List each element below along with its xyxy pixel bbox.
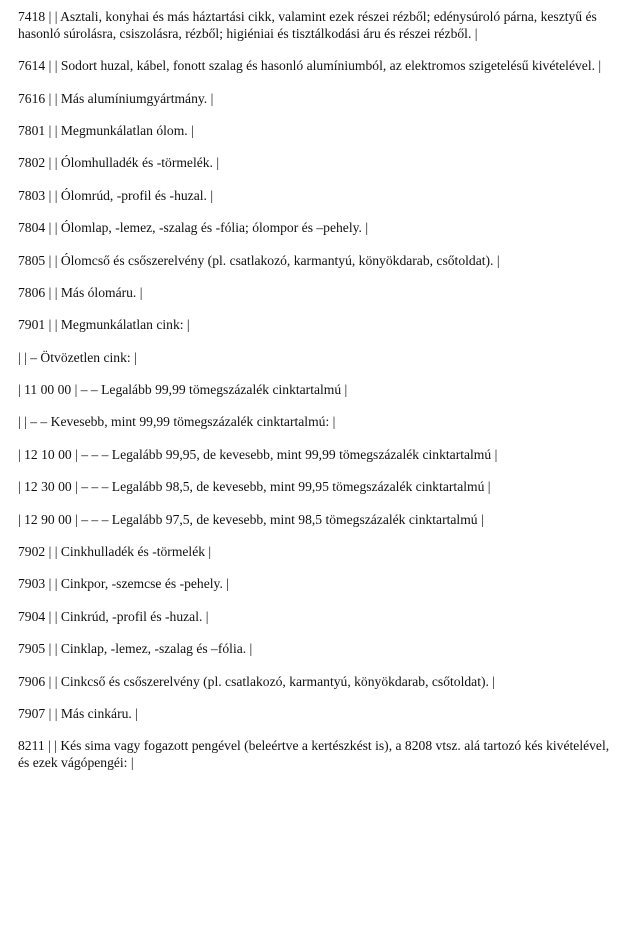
- entry-7901-121000: | 12 10 00 | – – – Legalább 99,95, de kevesebb, mint 99,99 tömegszázalék cinktartalmú |: [18, 446, 498, 462]
- entry-7802: 7802 | | Ólomhulladék és -törmelék. |: [18, 155, 220, 171]
- entry-7803: 7803 | | Ólomrúd, -profil és -huzal. |: [18, 187, 214, 203]
- entry-7901-less-than: | | – – Kevesebb, mint 99,99 tömegszázalék cinktartalmú: |: [18, 414, 336, 430]
- entry-7901-110000: | 11 00 00 | – – Legalább 99,99 tömegszázalék cinktartalmú |: [18, 382, 348, 398]
- entry-7901-129000: | 12 90 00 | – – – Legalább 97,5, de kevesebb, mint 98,5 tömegszázalék cinktartalmú |: [18, 511, 484, 527]
- entry-7806: 7806 | | Más ólomáru. |: [18, 284, 143, 300]
- entry-7902: 7902 | | Cinkhulladék és -törmelék |: [18, 544, 212, 560]
- entry-7906: 7906 | | Cinkcső és csőszerelvény (pl. csatlakozó, karmantyú, könyökdarab, csőtoldat). |: [18, 673, 496, 689]
- entry-7614: 7614 | | Sodort huzal, kábel, fonott szalag és hasonló alumíniumból, az elektromos szigetelésű kivételével. |: [18, 58, 602, 74]
- entry-8211: 8211 | | Kés sima vagy fogazott pengével (beleértve a kertészkést is), a 8208 vtsz. alá tartozó kés kivételével, és ezek vágópengéi: |: [18, 738, 610, 771]
- entry-7901-123000: | 12 30 00 | – – – Legalább 98,5, de kevesebb, mint 99,95 tömegszázalék cinktartalmú |: [18, 479, 491, 495]
- entry-7903: 7903 | | Cinkpor, -szemcse és -pehely. |: [18, 576, 229, 592]
- entry-7616: 7616 | | Más alumíniumgyártmány. |: [18, 90, 214, 106]
- entry-7901-unalloyed: | | – Ötvözetlen cink: |: [18, 349, 137, 365]
- entry-7804: 7804 | | Ólomlap, -lemez, -szalag és -fólia; ólompor és –pehely. |: [18, 220, 369, 236]
- entry-7418: 7418 | | Asztali, konyhai és más háztartási cikk, valamint ezek részei rézből; edénysúroló párna, kesztyű és hasonló súrolásra, csiszolásra, rézből; higiéniai és tisztálkodási áru és részei rézből. |: [18, 9, 597, 41]
- entry-7901: 7901 | | Megmunkálatlan cink: |: [18, 317, 190, 333]
- entry-7805: 7805 | | Ólomcső és csőszerelvény (pl. csatlakozó, karmantyú, könyökdarab, csőtoldat). |: [18, 252, 500, 268]
- entry-7905: 7905 | | Cinklap, -lemez, -szalag és –fólia. |: [18, 641, 253, 657]
- entry-7904: 7904 | | Cinkrúd, -profil és -huzal. |: [18, 608, 209, 624]
- entry-7907: 7907 | | Más cinkáru. |: [18, 706, 138, 721]
- entry-7801: 7801 | | Megmunkálatlan ólom. |: [18, 122, 194, 138]
- document-body: [18, 9, 618, 788]
